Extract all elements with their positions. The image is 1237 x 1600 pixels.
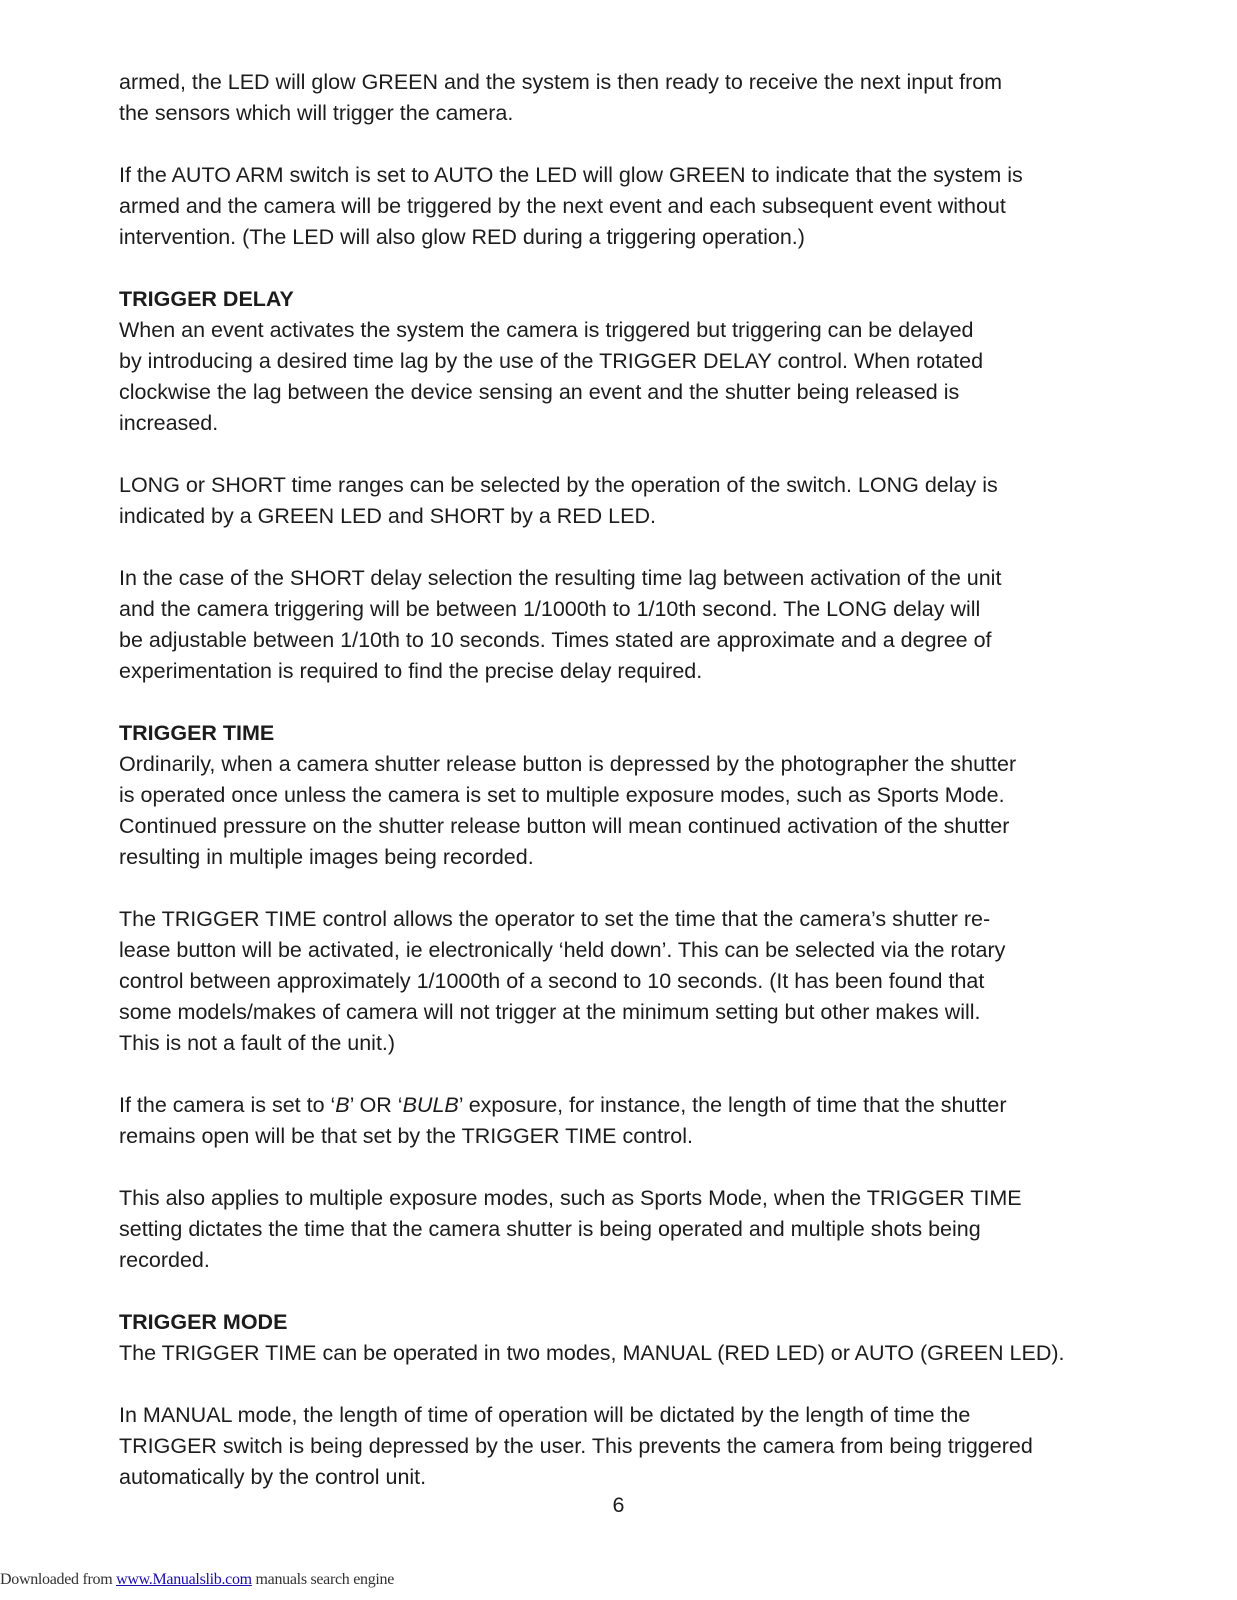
heading-trigger-mode: TRIGGER MODE — [119, 1310, 288, 1334]
text-line: Continued pressure on the shutter release button will mean continued activation of the shutter — [119, 814, 1010, 838]
text-line: the sensors which will trigger the camera. — [119, 101, 514, 125]
paragraph-armed — [119, 67, 1119, 129]
text-line: increased. — [119, 411, 219, 435]
text-line: LONG or SHORT time ranges can be selected by the operation of the switch. LONG delay is — [119, 473, 998, 497]
paragraph-long-short — [119, 470, 1119, 532]
page-number: 6 — [612, 1493, 625, 1517]
text-line: is operated once unless the camera is set to multiple exposure modes, such as Sports Mode. — [119, 783, 1005, 807]
text-line: setting dictates the time that the camera shutter is being operated and multiple shots being — [119, 1217, 981, 1241]
italic-text-bulb: BULB — [402, 1093, 459, 1117]
text-line: lease button will be activated, ie electronically ‘held down’. This can be selected via the rotary — [119, 938, 1006, 962]
paragraph-short-delay — [119, 563, 1119, 687]
manualslib-link[interactable]: www.Manualslib.com — [116, 1571, 252, 1588]
italic-text-b: B — [335, 1093, 350, 1117]
text-line: experimentation is required to find the precise delay required. — [119, 659, 703, 683]
text-line: armed and the camera will be triggered by the next event and each subsequent event without — [119, 194, 1006, 218]
footer-prefix: Downloaded from — [0, 1571, 117, 1588]
heading-trigger-time: TRIGGER TIME — [119, 721, 275, 745]
text-line: When an event activates the system the camera is triggered but triggering can be delayed — [119, 318, 974, 342]
text-run: ’ OR ‘ — [349, 1093, 403, 1117]
section-trigger-mode — [119, 1307, 1119, 1369]
text-line: Ordinarily, when a camera shutter release button is depressed by the photographer the shutter — [119, 752, 1017, 776]
paragraph-sports-mode — [119, 1183, 1119, 1276]
text-line: TRIGGER switch is being depressed by the user. This prevents the camera from being triggered — [119, 1434, 1033, 1458]
text-line: be adjustable between 1/10th to 10 seconds. Times stated are approximate and a degree of — [119, 628, 992, 652]
text-line: intervention. (The LED will also glow RED during a triggering operation.) — [119, 225, 805, 249]
text-line: and the camera triggering will be between 1/1000th to 1/10th second. The LONG delay will — [119, 597, 981, 621]
text-line: indicated by a GREEN LED and SHORT by a RED LED. — [119, 504, 656, 528]
text-line: control between approximately 1/1000th of a second to 10 seconds. (It has been found that — [119, 969, 985, 993]
text-line: In MANUAL mode, the length of time of operation will be dictated by the length of time the — [119, 1403, 971, 1427]
text-line: This is not a fault of the unit.) — [119, 1031, 396, 1055]
section-trigger-delay — [119, 284, 1119, 439]
text-line: The TRIGGER TIME control allows the operator to set the time that the camera’s shutter re- — [119, 907, 991, 931]
download-footer — [0, 1571, 394, 1595]
text-line: by introducing a desired time lag by the use of the TRIGGER DELAY control. When rotated — [119, 349, 984, 373]
footer-suffix: manuals search engine — [251, 1571, 395, 1588]
text-line: some models/makes of camera will not trigger at the minimum setting but other makes will. — [119, 1000, 981, 1024]
text-run: ’ exposure, for instance, the length of time that the shutter — [458, 1093, 1007, 1117]
text-line: The TRIGGER TIME can be operated in two modes, MANUAL (RED LED) or AUTO (GREEN LED). — [119, 1341, 1065, 1365]
page-content — [119, 67, 1119, 1493]
text-line: This also applies to multiple exposure modes, such as Sports Mode, when the TRIGGER TIME — [119, 1186, 1022, 1210]
section-trigger-time — [119, 718, 1119, 873]
paragraph-manual-mode — [119, 1400, 1119, 1493]
text-line: recorded. — [119, 1248, 210, 1272]
paragraph-trigger-time-control — [119, 904, 1119, 1059]
text-run: If the camera is set to ‘ — [119, 1093, 336, 1117]
text-line: clockwise the lag between the device sensing an event and the shutter being released is — [119, 380, 960, 404]
paragraph-bulb-exposure — [119, 1090, 1119, 1152]
text-line: automatically by the control unit. — [119, 1465, 427, 1489]
text-line: resulting in multiple images being recorded. — [119, 845, 534, 869]
paragraph-auto-arm — [119, 160, 1119, 253]
text-line: armed, the LED will glow GREEN and the system is then ready to receive the next input from — [119, 70, 1003, 94]
text-line: If the AUTO ARM switch is set to AUTO the LED will glow GREEN to indicate that the system is — [119, 163, 1023, 187]
text-line — [119, 1090, 1119, 1121]
text-line: remains open will be that set by the TRIGGER TIME control. — [119, 1124, 693, 1148]
text-line: In the case of the SHORT delay selection the resulting time lag between activation of the unit — [119, 566, 1002, 590]
heading-trigger-delay: TRIGGER DELAY — [119, 287, 294, 311]
